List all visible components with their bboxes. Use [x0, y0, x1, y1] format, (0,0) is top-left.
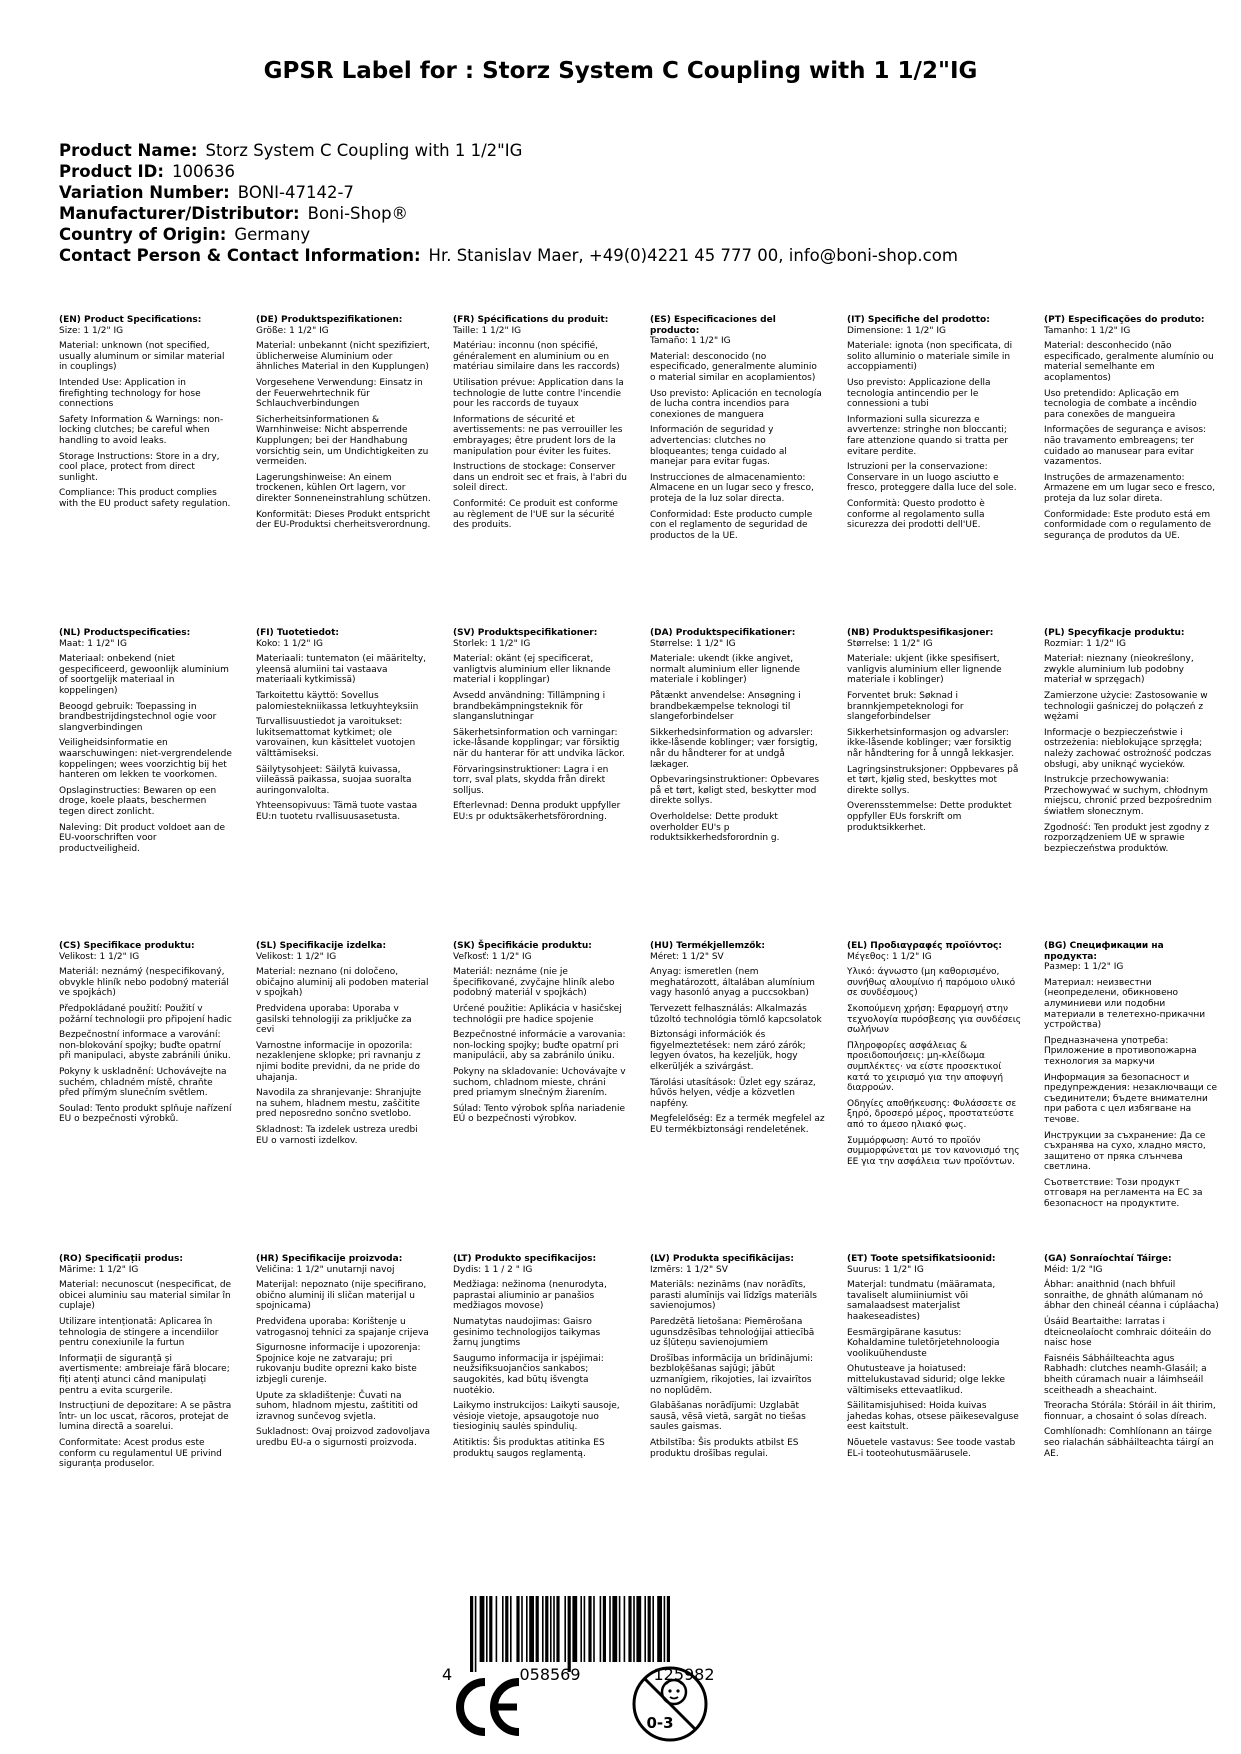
spec-item: Materiale: ukendt (ikke angivet, normalt aluminium eller lignende materiale i koblinger)	[650, 654, 800, 686]
spec-item: Materiál: neznámý (nespecifikovaný, obvykle hliník nebo podobný materiál ve spojkách)	[59, 967, 229, 999]
spec-item: Saugumo informacija ir įspėjimai: neužsifiksuojančios sankabos; saugokitės, kad būtų išvengta nuotėkio.	[453, 1353, 604, 1396]
spec-size: Størrelse: 1 1/2" IG	[847, 638, 933, 649]
info-value: Germany	[234, 225, 311, 244]
spec-item: Súlad: Tento výrobok spĺňa nariadenie EÚ o bezpečnosti výrobkov.	[453, 1103, 626, 1125]
spec-item: Konformität: Dieses Produkt entspricht der EU-Produktsi cherheitsverordnung.	[256, 509, 431, 531]
spec-item: Säkerhetsinformation och varningar: icke-låsande kopplingar; var försiktig när du hanterar för att undvika läckor.	[453, 727, 625, 759]
spec-item: Bezpečnostné informácie a varovania: non-locking spojky; buďte opatrní pri manipulácii, aby sa zabránilo úniku.	[453, 1030, 626, 1062]
spec-item: Uso previsto: Aplicación en tecnología de lucha contra incendios para conexiones de manguera	[650, 388, 822, 420]
spec-item: Materiál: neznáme (nie je špecifikované, zvyčajne hliník alebo podobný materiál v spojkách)	[453, 967, 615, 999]
spec-item: Naleving: Dit product voldoet aan de EU-voorschriften voor productveiligheid.	[59, 822, 226, 854]
spec-item: Forventet bruk: Søknad i brannkjempeteknologi for slangeforbindelser	[847, 690, 964, 723]
product-name-row	[59, 140, 958, 161]
product-info	[59, 140, 958, 266]
spec-item: Material: unknown (not specified, usually aluminum or similar material in couplings)	[59, 341, 225, 373]
spec-item: Avsedd användning: Tillämpning i brandbekämpningsteknik för slanganslutningar	[453, 690, 606, 723]
spec-item: Paredzētā lietošana: Piemērošana ugunsdzēsības tehnoloģijai attiecībā uz šļūteņu savienojumiem	[650, 1316, 815, 1349]
spec-item: Conformitate: Acest produs este conform cu regulamentul UE privind siguranța produselor.	[59, 1437, 222, 1470]
barcode-bar	[536, 1596, 539, 1662]
spec-size: Maat: 1 1/2" IG	[59, 638, 127, 649]
spec-size: Suurus: 1 1/2" IG	[847, 1264, 924, 1275]
spec-item: Atitiktis: Šis produktas atitinka ES produktų saugos reglamentą.	[453, 1437, 605, 1459]
spec-size: Taille: 1 1/2" IG	[453, 325, 522, 336]
spec-size: Méid: 1/2 "IG	[1044, 1264, 1103, 1275]
spec-item: Ohutusteave ja hoiatused: mittelukustavad sidurid; olge lekke vältimiseks ettevaatlikud.	[847, 1364, 1006, 1396]
info-value: Boni-Shop®	[307, 204, 409, 223]
barcode-bar	[568, 1596, 571, 1672]
spec-section	[59, 315, 234, 510]
spec-item: Varnostne informacije in opozorila: nezaklenjene sklopke; pri ravnanju z njimi bodite previdni, da ne pride do uhajanja.	[256, 1040, 421, 1083]
barcode-bar	[470, 1596, 473, 1672]
spec-heading: (ES) Especificaciones del producto:	[650, 315, 776, 336]
spec-item: Materjal: tundmatu (määramata, tavaliselt alumiiniumist või samalaadsest materjalist haakeseadistes)	[847, 1280, 996, 1322]
spec-heading: (LT) Produkto specifikacijos:	[453, 1254, 597, 1264]
spec-heading: (PT) Especificações do produto:	[1044, 315, 1205, 325]
spec-item: Informacje o bezpieczeństwie i ostrzeżenia: nieblokujące sprzęgła; należy zachować ostrożność podczas obsługi, aby uniknąć wycieków.	[1044, 727, 1212, 770]
barcode-bar	[612, 1596, 617, 1662]
spec-item: Nõuetele vastavus: See toode vastab EL-i tooteohutusmäärusele.	[847, 1437, 1016, 1459]
barcode-bar	[542, 1596, 544, 1662]
spec-section	[256, 941, 431, 1146]
spec-section	[256, 315, 431, 531]
info-label: Manufacturer/Distributor:	[59, 204, 300, 223]
spec-heading: (RO) Specificații produs:	[59, 1254, 183, 1264]
spec-item: Οδηγίες αποθήκευσης: Φυλάσσετε σε ξηρό, δροσερό μέρος, προστατεύστε από το άμεσο ηλιακό φως.	[847, 1098, 1017, 1130]
spec-item: Glabāšanas norādījumi: Uzglabāt sausā, vēsā vietā, sargāt no tiešas saules gaismas.	[650, 1401, 806, 1433]
spec-item: Materiaali: tuntematon (ei määritelty, yleensä alumiini tai vastaava materiaali kytkimissä)	[256, 654, 427, 686]
spec-item: Megfelelőség: Ez a termék megfelel az EU termékbiztonsági rendeletének.	[650, 1114, 825, 1135]
barcode-bar	[550, 1596, 552, 1662]
spec-item: Material: okänt (ej specificerat, vanligtvis aluminium eller liknande material i kopplingar)	[453, 654, 611, 686]
barcode-bar	[521, 1596, 523, 1662]
barcode-bar	[636, 1596, 641, 1662]
contact-row	[59, 245, 958, 266]
spec-item: Materiale: ignota (non specificata, di solito alluminio o materiale simile in accoppiamenti)	[847, 341, 1013, 373]
spec-item: Yhteensopivuus: Tämä tuote vastaa EU:n tuotetu rvallisuusasetusta.	[256, 801, 418, 822]
barcode-bar	[510, 1596, 512, 1662]
spec-size: Izmērs: 1 1/2" SV	[650, 1264, 728, 1275]
spec-item: Informações de segurança e avisos: não travamento embreagens; ter cuidado ao manusear para evitar vazamentos.	[1044, 425, 1207, 468]
spec-size: Mărime: 1 1/2" IG	[59, 1264, 139, 1275]
spec-item: Veiligheidsinformatie en waarschuwingen: niet-vergrendelende koppelingen; wees voorzichtig bij het hanteren om lekken te voorkomen.	[59, 738, 232, 781]
spec-size: Размер: 1 1/2" IG	[1044, 962, 1124, 973]
info-value: BONI-47142-7	[237, 183, 354, 202]
spec-item: Sicherheitsinformationen & Warnhinweise: Nicht absperrende Kupplungen; bei der Handhabung vorsichtig sein, um Undichtigkeiten zu vermeiden.	[256, 414, 429, 468]
spec-item: Úsáid Beartaithe: Iarratas i dteicneolaíocht comhraic dóiteáin do naisc hose	[1044, 1316, 1212, 1349]
spec-item: Navodila za shranjevanje: Shranjujte na suhem, hladnem mestu, zaščitite pred neposredno sončno svetlobo.	[256, 1088, 422, 1120]
spec-item: Conformidad: Este producto cumple con el reglamento de seguridad de productos de la UE.	[650, 509, 813, 541]
spec-section	[453, 628, 628, 823]
spec-heading: (NL) Productspecificaties:	[59, 628, 191, 638]
spec-item: Påtænkt anvendelse: Ansøgning i brandbekæmpelse teknologi til slangeforbindelser	[650, 690, 801, 723]
spec-item: Tarkoitettu käyttö: Sovellus palomiestekniikassa letkuyhteyksiin	[256, 690, 419, 712]
spec-section	[1044, 941, 1219, 1210]
spec-section	[847, 315, 1022, 531]
spec-section	[1044, 628, 1219, 854]
barcode-digits-left: 058569	[519, 1665, 581, 1682]
spec-item: Συμμόρφωση: Αυτό το προϊόν συμμορφώνεται με τον κανονισμό της ΕΕ για την ασφάλεια των προϊόντων.	[847, 1135, 1020, 1167]
spec-item: Materijal: nepoznato (nije specifirano, obično aluminij ili sličan materijal u spojnicama)	[256, 1280, 427, 1312]
spec-item: Zamierzone użycie: Zastosowanie w technologii gaśniczej do połączeń z wężami	[1044, 690, 1208, 723]
barcode-bar	[580, 1596, 582, 1662]
barcode-bar	[593, 1596, 595, 1662]
barcode-bar	[633, 1596, 635, 1662]
spec-section	[847, 941, 1022, 1167]
product-id-row	[59, 161, 958, 182]
spec-size: Velikost: 1 1/2" IG	[256, 951, 337, 962]
spec-item: Safety Information & Warnings: non-locking clutches; be careful when handling to avoid leaks.	[59, 414, 224, 446]
spec-size: Tamanho: 1 1/2" IG	[1044, 325, 1131, 336]
spec-section	[59, 1254, 234, 1470]
spec-heading: (LV) Produkta specifikācijas:	[650, 1254, 794, 1264]
spec-section	[650, 1254, 825, 1459]
spec-heading: (BG) Спецификации на продукта:	[1044, 941, 1164, 962]
spec-item: Información de seguridad y advertencias: clutches no bloqueantes; tenga cuidado al manejar para evitar fugas.	[650, 425, 787, 468]
spec-item: Informații de siguranță și avertismente: ambreiaje fără blocare; fiți atenți atunci când manipulați pentru a evita scurgerile.	[59, 1353, 230, 1396]
barcode-bar	[657, 1596, 662, 1662]
spec-size: Tamaño: 1 1/2" IG	[650, 336, 731, 347]
spec-item: Lagerungshinweise: An einem trockenen, kühlen Ort lagern, vor direkter Sonneneinstrahlung schützen.	[256, 472, 431, 504]
barcode-bar	[603, 1596, 606, 1662]
spec-item: Sikkerhedsinformation og advarsler: ikke-låsende koblinger; vær forsigtig, når du håndterer for at undgå lækager.	[650, 727, 818, 770]
barcode-bar	[667, 1596, 670, 1662]
barcode-bar	[619, 1596, 621, 1662]
spec-item: Zgodność: Ten produkt jest zgodny z rozporządzeniem UE w sprawie bezpieczeństwa produktów.	[1044, 822, 1210, 854]
spec-item: Instrucciones de almacenamiento: Almacene en un lugar seco y fresco, proteja de la luz solar directa.	[650, 472, 814, 504]
barcode-bar	[664, 1596, 666, 1662]
spec-item: Opbevaringsinstruktioner: Opbevares på et tørt, køligt sted, beskytter mod direkte sollys.	[650, 775, 820, 807]
spec-heading: (SV) Produktspecifikationer:	[453, 628, 598, 638]
spec-heading: (DE) Produktspezifikationen:	[256, 315, 403, 325]
age-warning-label: 0-3	[646, 1714, 674, 1732]
spec-item: Conformità: Questo prodotto è conforme al regolamento sulla sicurezza dei prodotti dell'UE.	[847, 498, 985, 531]
spec-item: Материал: неизвестни (неопределени, обикновено алуминиеви или подобни материали в телетехно-прикачни устройства)	[1044, 977, 1206, 1031]
info-label: Contact Person & Contact Information:	[59, 246, 421, 265]
info-label: Country of Origin:	[59, 225, 227, 244]
spec-section	[59, 941, 234, 1125]
spec-item: Σκοπούμενη χρήση: Εφαρμογή στην τεχνολογία πυρόσβεσης για συνδέσεις σωλήνων	[847, 1003, 1022, 1036]
barcode-digits-right: 125982	[653, 1665, 715, 1682]
spec-item: Materiale: ukjent (ikke spesifisert, vanligvis aluminium eller lignende materiale i koblinger)	[847, 654, 1002, 686]
barcode-bar	[529, 1596, 534, 1662]
info-value: Storz System C Coupling with 1 1/2"IG	[205, 141, 523, 160]
spec-heading: (PL) Specyfikacje produktu:	[1044, 628, 1185, 638]
spec-section	[1044, 315, 1219, 541]
spec-item: Instrucțiuni de depozitare: A se păstra într- un loc uscat, răcoros, protejat de lumina directă a soarelui.	[59, 1401, 232, 1433]
barcode-bar	[489, 1596, 492, 1662]
barcode-bar	[588, 1596, 591, 1662]
spec-item: Instrukcje przechowywania: Przechowywać w suchym, chłodnym miejscu, chronić przed bezpośrednim światłem słonecznym.	[1044, 775, 1212, 817]
spec-item: Material: neznano (ni določeno, običajno aluminij ali podoben material v spojkah)	[256, 967, 429, 999]
barcode-bar	[496, 1596, 498, 1662]
barcode-digit-prefix: 4	[442, 1665, 453, 1682]
spec-item: Soulad: Tento produkt splňuje nařízení EU o bezpečnosti výrobků.	[59, 1103, 232, 1125]
info-value: 100636	[171, 162, 235, 181]
spec-item: Instruções de armazenamento: Armazene em um lugar seco e fresco, proteja da luz solar direta.	[1044, 472, 1215, 504]
spec-heading: (HR) Specifikacije proizvoda:	[256, 1254, 403, 1264]
spec-section	[59, 628, 234, 854]
spec-item: Pokyny k uskladnění: Uchovávejte na suchém, chladném místě, chraňte před přímým slunečním světlem.	[59, 1066, 227, 1099]
spec-item: Vorgesehene Verwendung: Einsatz in der Feuerwehrtechnik für Schlauchverbindungen	[256, 377, 423, 410]
spec-item: Ábhar: anaithnid (nach bhfuil sonraithe, de ghnáth alúmanam nó ábhar den chineál céanna i cúpláacha)	[1044, 1280, 1219, 1312]
spec-item: Drošības informācija un brīdinājumi: bezbloķēšanas sajūgi; jābūt uzmanīgiem, rīkojoties, lai izvairītos no noplūdēm.	[650, 1353, 814, 1396]
spec-item: Turvallisuustiedot ja varoitukset: lukitsemattomat kytkimet; ole varovainen, kun käsittelet vuotojen välttämiseksi.	[256, 717, 416, 759]
barcode-bar	[628, 1596, 631, 1662]
spec-item: Информация за безопасност и предупреждения: незаключващи се съединители; бъдете внимателни при работа с цел избягване на течове.	[1044, 1072, 1218, 1125]
spec-item: Materiāls: nezināms (nav norādīts, parasti alumīnijs vai līdzīgs materiāls savienojumos)	[650, 1280, 817, 1312]
spec-item: Medžiaga: nežinoma (nenurodyta, paprastai aliuminio ar panašios medžiagos movose)	[453, 1280, 607, 1312]
spec-item: Πληροφορίες ασφάλειας & προειδοποιήσεις: μη-κλείδωμα συμπλέκτες· να είστε προσεκτικοί κατά το χειρισμό για την αποφυγή διαρροών.	[847, 1040, 1004, 1094]
spec-item: Material: necunoscut (nespecificat, de obicei aluminiu sau material similar în cuplaje)	[59, 1280, 232, 1312]
spec-item: Предназначена употреба: Приложение в противопожарна технология за маркучи	[1044, 1035, 1197, 1067]
spec-item: Efterlevnad: Denna produkt uppfyller EU:s pr oduktsäkerhetsförordning.	[453, 801, 621, 822]
spec-item: Uso previsto: Applicazione della tecnologia antincendio per le connessioni a tubi	[847, 377, 991, 410]
barcode-bar	[584, 1596, 586, 1662]
spec-size: Dimensione: 1 1/2" IG	[847, 325, 946, 336]
barcode-bar	[475, 1596, 477, 1672]
spec-item: Инструкции за съхранение: Да се съхранява на сухо, хладно място, защитено от пряка слънчева светлина.	[1044, 1130, 1206, 1173]
spec-item: Faisnéis Sábháilteachta agus Rabhadh: clutches neamh-Glasáil; a bheith cúramach nuair a láimhseáil sceitheadh a sheachaint.	[1044, 1353, 1207, 1396]
spec-item: Säilytysohjeet: Säilytä kuivassa, viileässä paikassa, suojaa suoralta auringonvalolta.	[256, 764, 412, 796]
spec-heading: (EN) Product Specifications:	[59, 315, 202, 325]
barcode-bar	[564, 1596, 566, 1662]
spec-size: Størrelse: 1 1/2" IG	[650, 638, 736, 649]
spec-heading: (NB) Produktspesifikasjoner:	[847, 628, 994, 638]
variation-number-row	[59, 182, 958, 203]
spec-size: Dydis: 1 1 / 2 " IG	[453, 1264, 533, 1275]
spec-section	[453, 315, 628, 531]
spec-item: Storage Instructions: Store in a dry, cool place, protect from direct sunlight.	[59, 451, 220, 483]
spec-item: Pokyny na skladovanie: Uchovávajte v suchom, chladnom mieste, chráni pred priamym slnečným žiarením.	[453, 1066, 626, 1099]
spec-item: Intended Use: Application in firefighting technology for hose connections	[59, 377, 201, 410]
spec-section	[453, 941, 628, 1125]
spec-size: Größe: 1 1/2" IG	[256, 325, 329, 336]
spec-item: Lagringsinstruksjoner: Oppbevares på et tørt, kjølig sted, beskyttes mot direkte sollys.	[847, 764, 1019, 796]
spec-item: Conformidade: Este produto está em conformidade com o regulamento de segurança de produtos da UE.	[1044, 509, 1212, 541]
spec-size: Μέγεθος: 1 1/2" IG	[847, 951, 932, 962]
spec-item: Съответствие: Този продукт отговаря на регламента на ЕС за безопасност на продуктите.	[1044, 1177, 1203, 1210]
spec-item: Sigurnosne informacije i upozorenja: Spojnice koje ne zatvaraju; pri rukovanju budite oprezni kako biste izbjegli curenje.	[256, 1343, 421, 1385]
spec-item: Předpokládané použití: Použití v požární technologii pro připojení hadic	[59, 1003, 232, 1025]
spec-item: Bezpečnostní informace a varování: non-blokování spojky; buďte opatrní při manipulaci, abyste zabránili úniku.	[59, 1030, 231, 1062]
spec-item: Atbilstība: Šis produkts atbilst ES produktu drošības regulai.	[650, 1437, 799, 1459]
spec-item: Upute za skladištenje: Čuvati na suhom, hladnom mjestu, zaštititi od izravnog sunčevog svjetla.	[256, 1390, 418, 1422]
ce-mark	[455, 1676, 523, 1738]
info-label: Product ID:	[59, 162, 164, 181]
spec-heading: (SK) Špecifikácie produktu:	[453, 941, 592, 951]
spec-heading: (GA) Sonraíochtaí Táirge:	[1044, 1254, 1172, 1264]
info-value: Hr. Stanislav Maer, +49(0)4221 45 777 00, info@boni-shop.com	[428, 246, 958, 265]
spec-heading: (EL) Προδιαγραφές προϊόντος:	[847, 941, 1002, 951]
spec-item: Material: desconhecido (não especificado, geralmente alumínio ou material semelhante em acoplamentos)	[1044, 341, 1214, 383]
spec-section	[256, 1254, 431, 1449]
spec-item: Laikymo instrukcijos: Laikyti sausoje, vėsioje vietoje, apsaugotoje nuo tiesioginių saulės spindulių.	[453, 1401, 620, 1433]
spec-item: Beoogd gebruik: Toepassing in brandbestrijdingstechnol ogie voor slangverbindingen	[59, 701, 217, 733]
spec-item: Skladnost: Ta izdelek ustreza uredbi EU o varnosti izdelkov.	[256, 1124, 418, 1146]
barcode-bar	[624, 1596, 626, 1662]
barcode-bar	[648, 1596, 651, 1662]
spec-item: Förvaringsinstruktioner: Lagra i en torr, sval plats, skydda från direkt solljus.	[453, 764, 609, 796]
spec-section	[650, 315, 825, 541]
spec-item: Informations de sécurité et avertissements: ne pas verrouiller les embrayages; être prudent lors de la manipulation pour éviter les fuites.	[453, 414, 623, 457]
barcode-bar	[553, 1596, 555, 1662]
barcode-bar	[644, 1596, 646, 1662]
spec-item: Säilitamisjuhised: Hoida kuivas jahedas kohas, otsese päikesevalguse eest kaitstult.	[847, 1401, 1019, 1433]
spec-heading: (CS) Specifikace produktu:	[59, 941, 195, 951]
spec-section	[1044, 1254, 1219, 1459]
spec-item: Sukladnost: Ovaj proizvod zadovoljava uredbu EU-a o sigurnosti proizvoda.	[256, 1427, 430, 1448]
barcode-bar	[480, 1596, 485, 1662]
spec-item: Materiał: nieznany (nieokreślony, zwykle aluminium lub podobny materiał w sprzęgach)	[1044, 654, 1194, 686]
spec-item: Biztonsági információk és figyelmeztetések: nem záró zárók; legyen óvatos, ha kezeljük, hogy elkerüljék a szivárgást.	[650, 1030, 806, 1072]
spec-item: Overholdelse: Dette produkt overholder EU's p roduktsikkerhedsforordnin g.	[650, 811, 780, 844]
spec-size: Veľkosť: 1 1/2" IG	[453, 951, 532, 962]
barcode-bar	[545, 1596, 548, 1662]
spec-item: Uso pretendido: Aplicação em tecnologia de combate a incêndio para conexões de mangueira	[1044, 388, 1197, 420]
spec-heading: (SL) Specifikacije izdelka:	[256, 941, 387, 951]
spec-size: Velikost: 1 1/2" IG	[59, 951, 140, 962]
spec-heading: (ET) Toote spetsifikatsioonid:	[847, 1254, 996, 1264]
barcode-bar	[526, 1596, 528, 1662]
spec-heading: (FR) Spécifications du produit:	[453, 315, 609, 325]
page-title: GPSR Label for : Storz System C Coupling with 1 1/2"IG	[263, 58, 978, 84]
spec-item: Instructions de stockage: Conserver dans un endroit sec et frais, à l'abri du soleil direct.	[453, 462, 627, 494]
spec-item: Overensstemmelse: Dette produktet oppfyller EUs forskrift om produktsikkerhet.	[847, 801, 1012, 833]
spec-item: Comhlíonadh: Comhlíonann an táirge seo rialachán sábháilteachta táirgí an AE.	[1044, 1427, 1214, 1459]
barcode-bar	[600, 1596, 602, 1662]
spec-item: Tárolási utasítások: Üzlet egy száraz, hűvös helyen, védje a közvetlen napfény.	[650, 1077, 816, 1109]
spec-section	[847, 1254, 1022, 1459]
spec-item: Treoracha Stórála: Stóráil in áit thirim, fionnuar, a chosaint ó solas díreach.	[1044, 1401, 1216, 1422]
spec-item: Compliance: This product complies with the EU product safety regulation.	[59, 488, 231, 509]
spec-item: Istruzioni per la conservazione: Conservare in un luogo asciutto e fresco, proteggere dalla luce del sole.	[847, 462, 1017, 494]
info-label: Variation Number:	[59, 183, 230, 202]
barcode-bar	[505, 1596, 508, 1662]
spec-heading: (IT) Specifiche del prodotto:	[847, 315, 990, 325]
barcode-bar	[572, 1596, 577, 1662]
spec-item: Sikkerhetsinformasjon og advarsler: ikke-låsende koblinger; vær forsiktig når håndtering for å unngå lekkasjer.	[847, 727, 1015, 759]
spec-heading: (FI) Tuotetiedot:	[256, 628, 340, 638]
spec-item: Υλικό: άγνωστο (μη καθορισμένο, συνήθως αλουμίνιο ή παρόμοιο υλικό σε συνδέσμους)	[847, 967, 1016, 999]
no-children-under-3-icon	[630, 1664, 710, 1744]
spec-item: Opslaginstructies: Bewaren op een droge, koele plaats, beschermen tegen direct zonlicht.	[59, 785, 217, 817]
spec-size: Veličina: 1 1/2" unutarnji navoj	[256, 1264, 395, 1275]
country-of-origin-row	[59, 224, 958, 245]
spec-size: Méret: 1 1/2" SV	[650, 951, 724, 962]
spec-section	[453, 1254, 628, 1459]
spec-item: Materiaal: onbekend (niet gespecificeerd, gewoonlijk aluminium of soortgelijk materiaal in koppelingen)	[59, 654, 229, 696]
spec-item: Utilisation prévue: Application dans la technologie de lutte contre l'incendie pour les raccords de tuyaux	[453, 377, 624, 410]
spec-section	[650, 941, 825, 1136]
barcode	[440, 1592, 760, 1682]
barcode-bar	[609, 1596, 611, 1662]
spec-heading: (DA) Produktspecifikationer:	[650, 628, 796, 638]
spec-size: Rozmiar: 1 1/2" IG	[1044, 638, 1126, 649]
spec-section	[847, 628, 1022, 833]
spec-item: Matériau: inconnu (non spécifié, généralement en aluminium ou en matériau similaire dans les raccords)	[453, 341, 620, 373]
barcode-bar	[486, 1596, 488, 1662]
spec-item: Material: unbekannt (nicht spezifiziert, üblicherweise Aluminium oder ähnliches Material in den Kupplungen)	[256, 341, 430, 373]
manufacturer-row	[59, 203, 958, 224]
spec-size: Koko: 1 1/2" IG	[256, 638, 323, 649]
spec-size: Size: 1 1/2" IG	[59, 325, 124, 336]
barcode-bar	[502, 1596, 504, 1662]
spec-size: Storlek: 1 1/2" IG	[453, 638, 531, 649]
spec-item: Conformité: Ce produit est conforme au règlement de l'UE sur la sécurité des produits.	[453, 498, 618, 531]
spec-item: Numatytas naudojimas: Gaisro gesinimo technologijos taikymas žarnų jungtims	[453, 1316, 601, 1349]
barcode-bar	[652, 1596, 654, 1662]
barcode-bar	[516, 1596, 519, 1662]
spec-item: Eesmärgipärane kasutus: Kohaldamine tuletõrjetehnoloogia voolikuühenduste	[847, 1327, 1000, 1359]
spec-item: Tervezett felhasználás: Alkalmazás tűzoltó technológia tömlő kapcsolatok	[650, 1003, 822, 1025]
spec-item: Určené použitie: Aplikácia v hasičskej technológii pre hadice spojenie	[453, 1003, 622, 1025]
spec-heading: (HU) Termékjellemzők:	[650, 941, 766, 951]
info-label: Product Name:	[59, 141, 198, 160]
spec-item: Material: desconocido (no especificado, generalmente aluminio o material similar en acoplamientos)	[650, 351, 817, 383]
barcode-bar	[556, 1596, 559, 1662]
spec-item: Anyag: ismeretlen (nem meghatározott, általában alumínium vagy hasonló anyag a puccsokban)	[650, 967, 815, 999]
spec-item: Informazioni sulla sicurezza e avvertenze: stringhe non bloccanti; fare attenzione quando si tratta per evitare perdite.	[847, 414, 1009, 457]
spec-item: Predviđena uporaba: Korištenje u vatrogasnoj tehnici za spajanje crijeva	[256, 1316, 429, 1338]
spec-section	[256, 628, 431, 823]
spec-section	[650, 628, 825, 844]
spec-item: Utilizare intenționată: Aplicarea în tehnologia de stingere a incendiilor pentru conexiunile la furtun	[59, 1316, 219, 1349]
spec-item: Predvidena uporaba: Uporaba v gasilski tehnologiji za priključke za cevi	[256, 1003, 412, 1036]
